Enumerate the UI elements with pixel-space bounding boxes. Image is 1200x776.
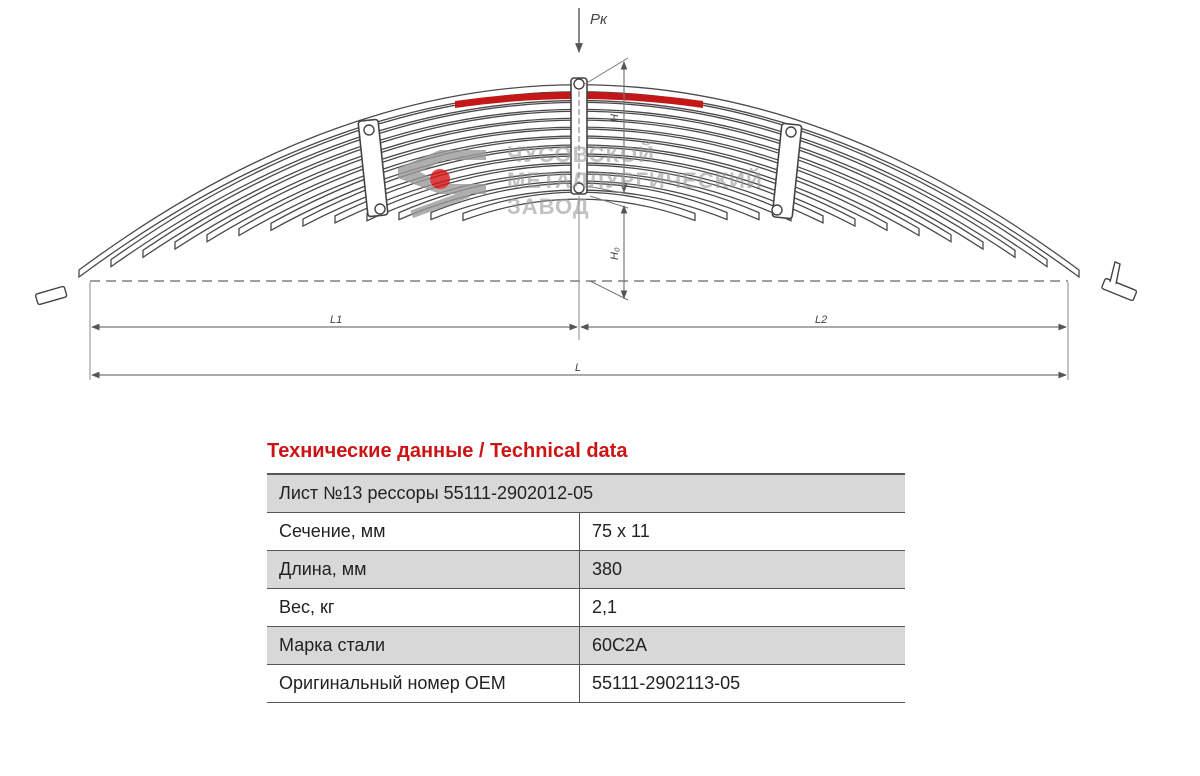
- l1-label: L1: [330, 314, 343, 326]
- row-value: 75 x 11: [580, 513, 906, 551]
- load-arrow: [579, 8, 608, 52]
- watermark-line-1: ЧУСОВСКОЙ: [507, 142, 655, 167]
- row-value: 55111-2902113-05: [580, 665, 906, 703]
- table-row: [267, 665, 905, 703]
- table-row: [267, 513, 905, 551]
- dimension-l2: [581, 314, 1066, 327]
- row-label: Оригинальный номер OEM: [267, 665, 580, 703]
- l2-label: L2: [815, 314, 828, 326]
- load-label: Pк: [590, 11, 608, 28]
- left-spring-end: [35, 286, 67, 305]
- row-value: 380: [580, 551, 906, 589]
- right-spring-end: [1101, 262, 1137, 301]
- technical-data-title: Технические данные / Technical data: [267, 440, 628, 462]
- table-row: [267, 589, 905, 627]
- row-label: Вес, кг: [267, 589, 580, 627]
- dimension-l: [92, 362, 1066, 375]
- table-row: [267, 551, 905, 589]
- table-row: [267, 627, 905, 665]
- table-header: Лист №13 рессоры 55111-2902012-05: [267, 474, 905, 513]
- row-label: Длина, мм: [267, 551, 580, 589]
- row-label: Марка стали: [267, 627, 580, 665]
- row-label: Сечение, мм: [267, 513, 580, 551]
- h0-label: H₀: [609, 247, 621, 260]
- table-header-row: [267, 474, 905, 513]
- h-label: H: [609, 114, 621, 122]
- watermark-line-2: МЕТАЛЛУРГИЧЕСКИЙ: [507, 168, 763, 193]
- row-value: 2,1: [580, 589, 906, 627]
- dimension-h0: [590, 196, 628, 300]
- logo-red-dot: [430, 169, 450, 189]
- row-value: 60С2А: [580, 627, 906, 665]
- watermark-line-3: ЗАВОД: [507, 194, 590, 219]
- l-label: L: [575, 362, 582, 374]
- technical-data-section: [267, 440, 905, 703]
- technical-data-table: [267, 473, 905, 703]
